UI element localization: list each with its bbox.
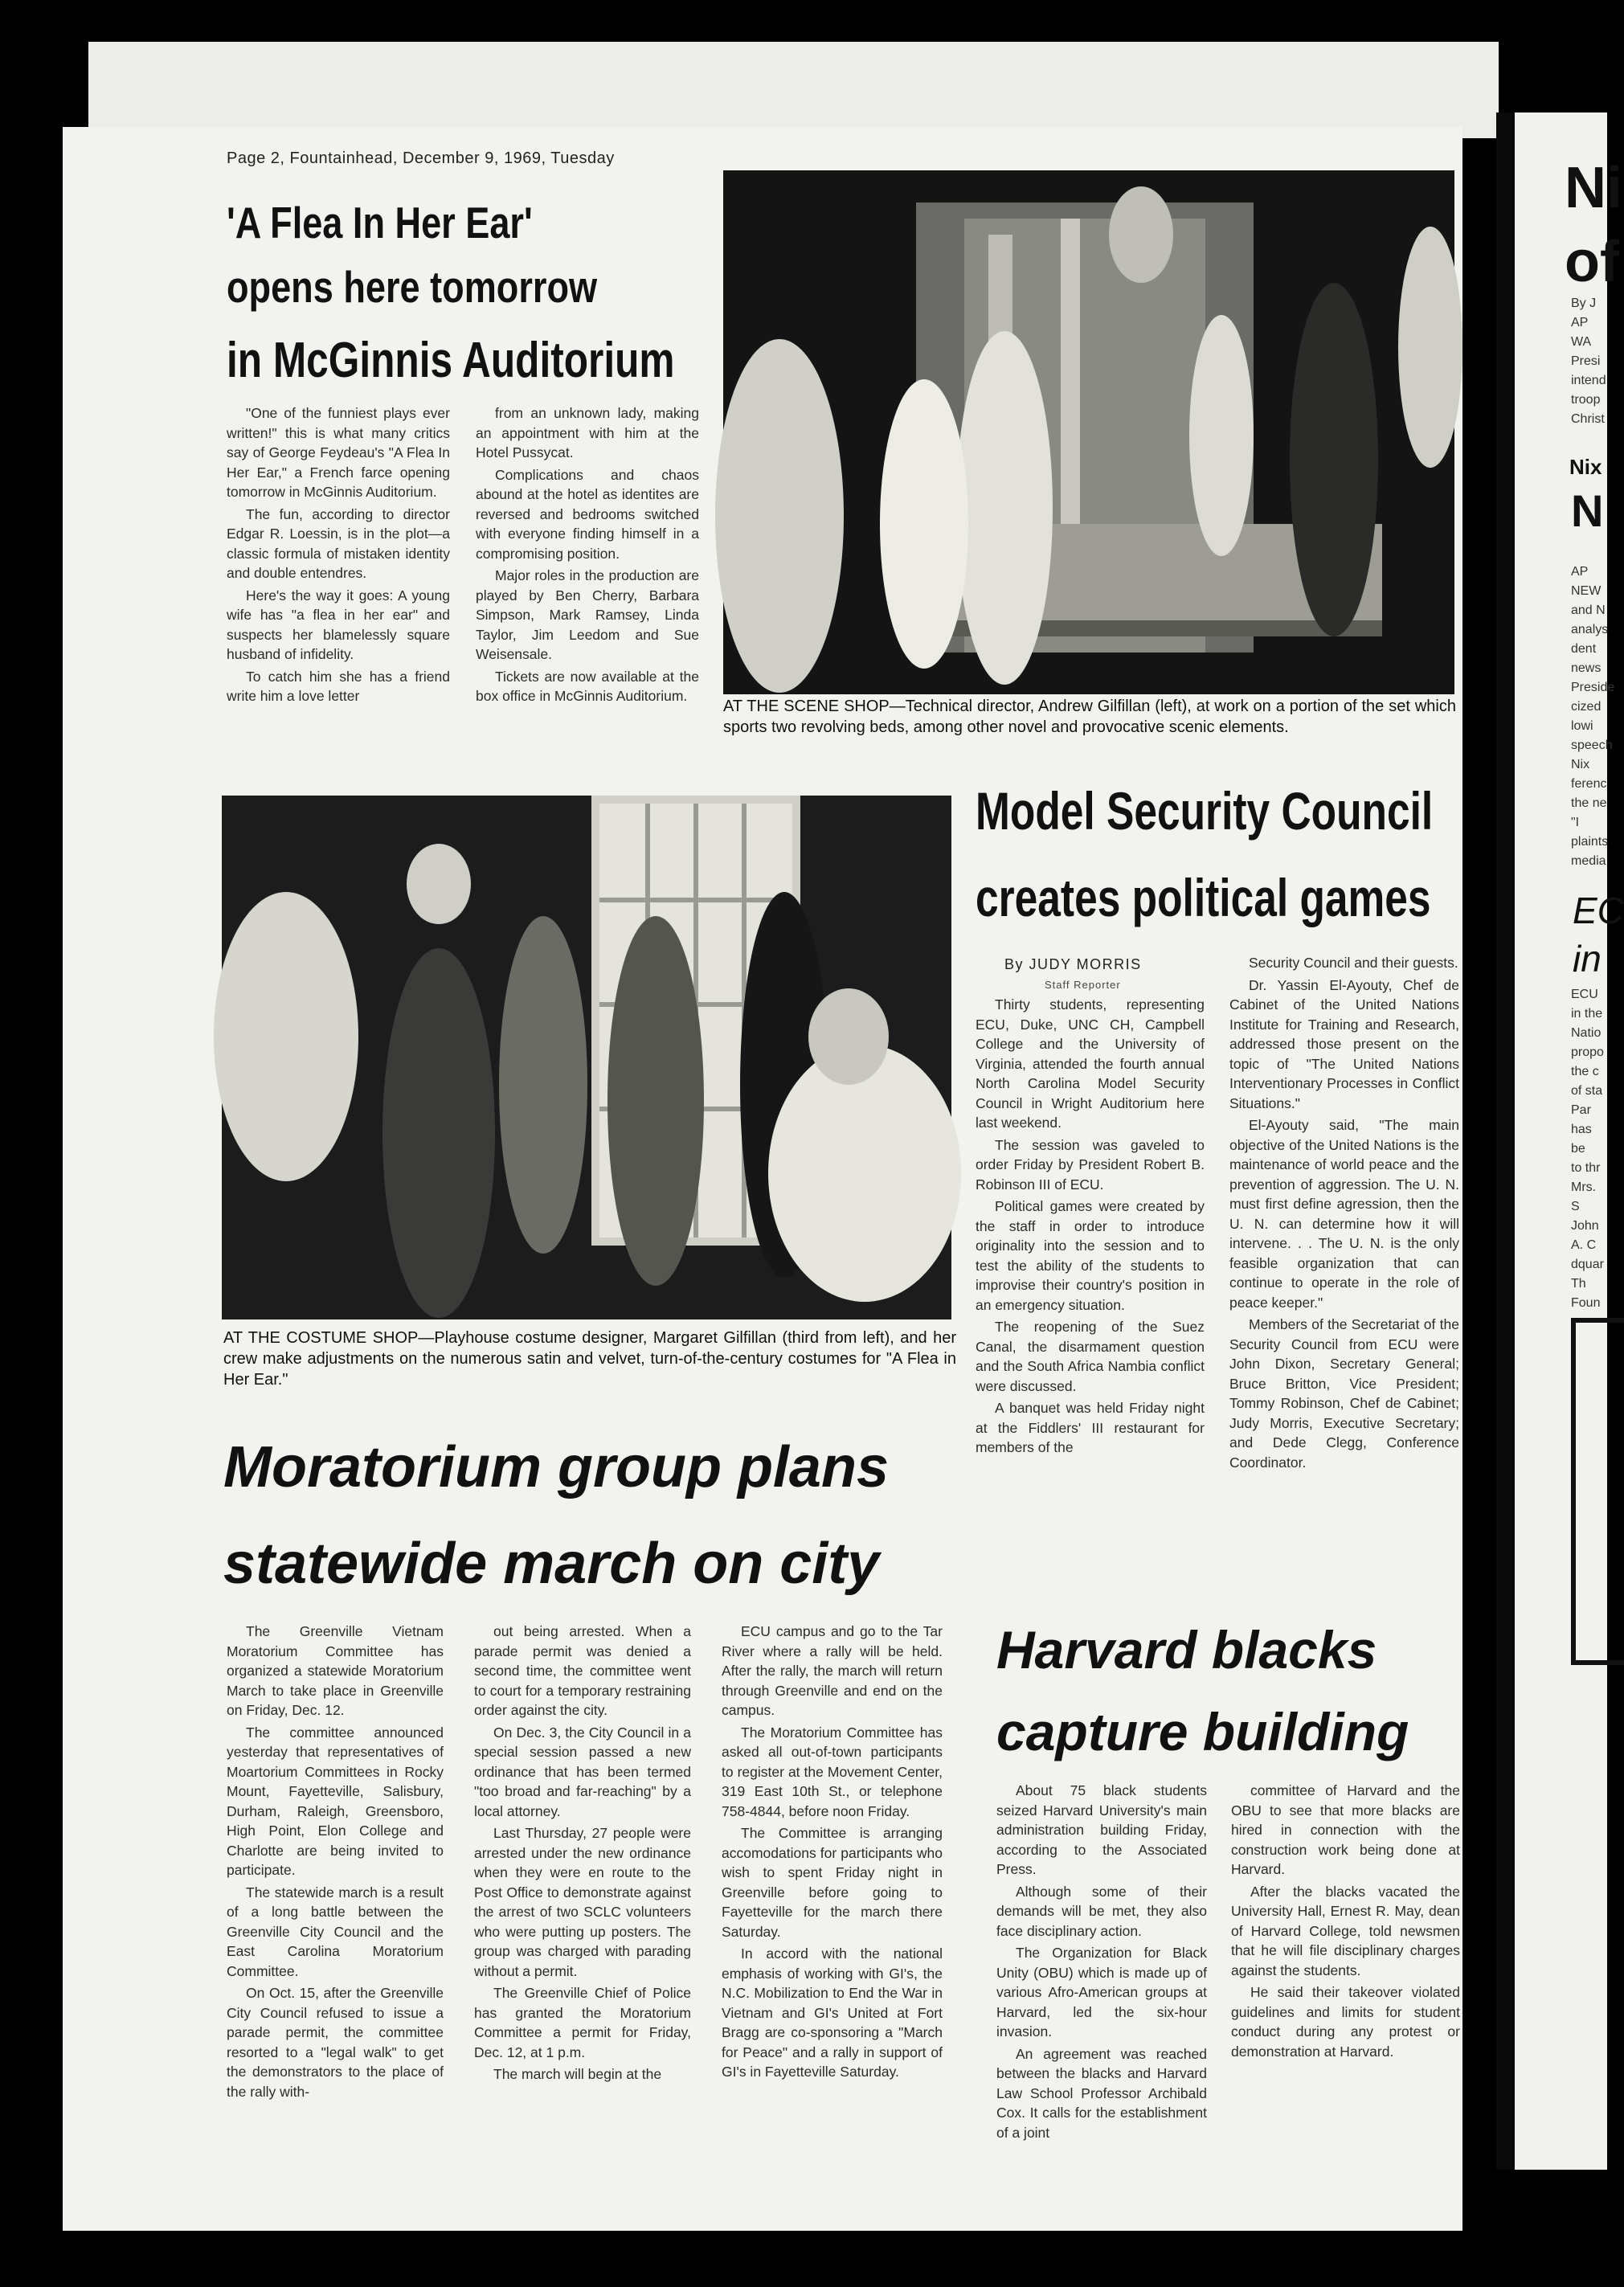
paragraph: The Greenville Chief of Police has granted the Moratorium Committee a permit for Friday, Dec. 12, at 1 p.m. [474, 1985, 691, 2060]
paragraph: The Committee is arranging accomodations for participants who wish to spent Friday night in Greenville before going to Fayetteville for the march there Saturday. [722, 1825, 943, 1940]
paragraph: Thirty students, representing ECU, Duke, UNC CH, Campbell College and the University of Virginia, attended the fourth annual North Carolina Model Security Council in Wright Auditorium here last weekend. [976, 996, 1205, 1131]
scene-shop-photo [723, 170, 1454, 694]
harvard-column-2 [1231, 1781, 1460, 2064]
paragraph: On Oct. 15, after the Greenville City Council refused to issue a parade permit, the committee resorted to a "legal walk" to get the demonstrators to the place of the rally with- [227, 1985, 444, 2100]
next-in: in [1573, 938, 1602, 980]
next-subhead-2: N [1571, 485, 1604, 536]
next-ec: EC [1573, 890, 1624, 931]
paragraph: To catch him she has a friend write him a love letter [227, 668, 450, 704]
paragraph: He said their takeover violated guidelines and limits for student conduct during any protest or demonstration at Harvard. [1231, 1984, 1460, 2060]
paragraph: On Dec. 3, the City Council in a special session passed a new ordinance that has been termed "too broad and far-reaching" by a local attorney. [474, 1724, 691, 1819]
council-headline-line2: creates political games [976, 868, 1431, 927]
paragraph: The Organization for Black Unity (OBU) which is made up of various Afro-American groups at Harvard, led the six-hour invasion. [996, 1945, 1207, 2039]
adjacent-page-content [1515, 113, 1624, 2170]
paragraph: Tickets are now available at the box office in McGinnis Auditorium. [476, 668, 699, 704]
next-lines-3: ECU in the Natio propo the c of sta Par has be to thr Mrs. S John A. C dquar Th Foun [1571, 988, 1604, 1310]
moratorium-column-1 [227, 1622, 444, 2104]
paragraph: Complications and chaos abound at the hotel as identites are reversed and bedrooms switched with everyone finding himself in a compromising position. [476, 466, 699, 562]
paragraph: Dr. Yassin El-Ayouty, Chef de Cabinet of the United Nations Institute for Training and Research, addressed those present on the topic of "The United Nations Interventionary Processes in Conflict Situations." [1229, 976, 1459, 1111]
flea-headline-line2: opens here tomorrow [227, 262, 598, 312]
costume-shop-illustration [222, 796, 951, 1319]
next-box [1571, 1318, 1624, 1665]
paragraph: An agreement was reached between the blacks and Harvard Law School Professor Archibald Cox. It calls for the establishment of a joint [996, 2045, 1207, 2141]
flea-column-2 [476, 403, 699, 709]
paragraph: Although some of their demands will be met, they also face disciplinary action. [996, 1883, 1207, 1939]
moratorium-column-2 [474, 1622, 691, 2087]
paragraph: ECU campus and go to the Tar River where a rally will be held. After the rally, the march will return through Greenville and end on the campus. [722, 1623, 943, 1718]
paragraph: The statewide march is a result of a long battle between the Greenville City Council and the East Carolina Moratorium Committee. [227, 1884, 444, 1979]
paragraph: The committee announced yesterday that representatives of Moartorium Committees in Rocky Mount, Fayetteville, Salisbury, Durham, Raleigh, Greensboro, High Point, Elon College and Charlotte are being invited to participate. [227, 1724, 444, 1878]
harvard-headline-line2: capture building [996, 1702, 1409, 1761]
harvard-headline-line1: Harvard blacks [996, 1620, 1377, 1679]
paragraph: The session was gaveled to order Friday by President Robert B. Robinson III of ECU. [976, 1136, 1205, 1193]
paragraph: out being arrested. When a parade permit was denied a second time, the committee went to court for a temporary restraining order against the city. [474, 1623, 691, 1718]
paragraph: committee of Harvard and the OBU to see that more blacks are hired in connection with the construction work being done at Harvard. [1231, 1782, 1460, 1877]
paragraph: The Greenville Vietnam Moratorium Committee has organized a statewide Moratorium March to take place in Greenville on Friday, Dec. 12. [227, 1623, 444, 1718]
council-column-1 [976, 995, 1205, 1460]
next-lines-1: By J AP WA Presi intend troop Christ [1571, 297, 1606, 426]
flea-headline-line3: in McGinnis Auditorium [227, 333, 675, 388]
scene-shop-caption: AT THE SCENE SHOP—Technical director, Andrew Gilfillan (left), at work on a portion of the set which sports two revolving beds, among other novel and provocative scenic elements. [723, 698, 1456, 736]
council-headline-line1: Model Security Council [976, 781, 1434, 841]
paragraph: About 75 black students seized Harvard University's main administration building Friday, according to the Associated Press. [996, 1782, 1207, 1877]
council-column-2 [1229, 953, 1459, 1475]
paragraph: After the blacks vacated the University Hall, Ernest R. May, dean of Harvard College, told newsmen that he will file disciplinary charges against the students. [1231, 1883, 1460, 1978]
paragraph: Major roles in the production are played by Ben Cherry, Barbara Simpson, Mark Ramsey, Linda Taylor, Jim Leedom and Sue Weisensale. [476, 567, 699, 662]
paragraph: The fun, according to director Edgar R. Loessin, is in the plot—a classic formula of mistaken identity and double entendres. [227, 505, 450, 581]
paper-edge [88, 42, 1499, 138]
paragraph: The march will begin at the [493, 2066, 662, 2082]
flea-column-1 [227, 403, 450, 709]
paragraph: The Moratorium Committee has asked all out-of-town participants to register at the Movement Center, 319 East 10th St., or telephone 758-4844, before noon Friday. [722, 1724, 943, 1819]
council-byline-role: Staff Reporter [1045, 979, 1121, 991]
moratorium-column-3 [722, 1622, 943, 2084]
costume-shop-caption: AT THE COSTUME SHOP—Playhouse costume designer, Margaret Gilfillan (third from left), and her crew make adjustments on the numerous satin and velvet, turn-of-the-century costumes for "A Flea in Her Ear." [223, 1329, 956, 1389]
harvard-column-1 [996, 1781, 1207, 2145]
paragraph: Here's the way it goes: A young wife has "a flea in her ear" and suspects her blamelessly square husband of infidelity. [227, 587, 450, 662]
paragraph: In accord with the national emphasis of working with GI's, the N.C. Mobilization to End the War in Vietnam and GI's United at Fort Bragg are co-sponsoring a "March for Peace" and a rally in support of GI's in Fayetteville Saturday. [722, 1945, 943, 2080]
council-byline: By JUDY MORRIS [1004, 956, 1142, 972]
next-subhead: Nix [1569, 455, 1602, 479]
page-folio: Page 2, Fountainhead, December 9, 1969, Tuesday [227, 149, 615, 167]
next-headline-line1: Ni [1565, 156, 1622, 220]
paragraph: Last Thursday, 27 people were arrested under the new ordinance when they were en route to the Post Office to demonstrate against the arrest of two SCLC volunteers who were putting up posters. The group was charged with parading without a permit. [474, 1825, 691, 1979]
moratorium-headline-line1: Moratorium group plans [223, 1435, 889, 1499]
scene-shop-illustration [723, 170, 1454, 694]
costume-shop-photo [222, 796, 951, 1319]
paragraph: The reopening of the Suez Canal, the disarmament question and the South Africa Nambia conflict were discussed. [976, 1319, 1205, 1394]
paragraph: Political games were created by the staff in order to introduce originality into the session and to test the ability of the students to improvise their country's position in an emergency situation. [976, 1198, 1205, 1313]
paragraph: A banquet was held Friday night at the Fiddlers' III restaurant for members of the [976, 1400, 1205, 1455]
paragraph: "One of the funniest plays ever written!" this is what many critics say of George Feydeau's "A Flea In Her Ear," a French farce opening tomorrow in McGinnis Auditorium. [227, 405, 450, 500]
moratorium-headline-line2: statewide march on city [223, 1532, 880, 1596]
next-lines-2: AP NEW and N analys dent news Preside cized lowi speech Nix ferenc the ne "I plaints media [1571, 565, 1615, 868]
paragraph: Security Council and their guests. [1249, 955, 1458, 971]
flea-headline-line1: 'A Flea In Her Ear' [227, 198, 533, 248]
paragraph: from an unknown lady, making an appointment with him at the Hotel Pussycat. [476, 405, 699, 460]
paragraph: El-Ayouty said, "The main objective of the United Nations is the maintenance of world peace and the prevention of aggression. The U. N. must first define agression, then the U. N. can determine how it will intervene. . . The U. N. is the only feasible organization that can continue to operate in the role of peace keeper." [1229, 1117, 1459, 1311]
next-headline-line2: of [1565, 230, 1619, 294]
paragraph: Members of the Secretariat of the Security Council from ECU were John Dixon, Secretary General; Bruce Britton, Vice President; Tommy Robinson, Chef de Cabinet; Judy Morris, Executive Secretary; and Dede Clegg, Conference Coordinator. [1229, 1316, 1459, 1471]
